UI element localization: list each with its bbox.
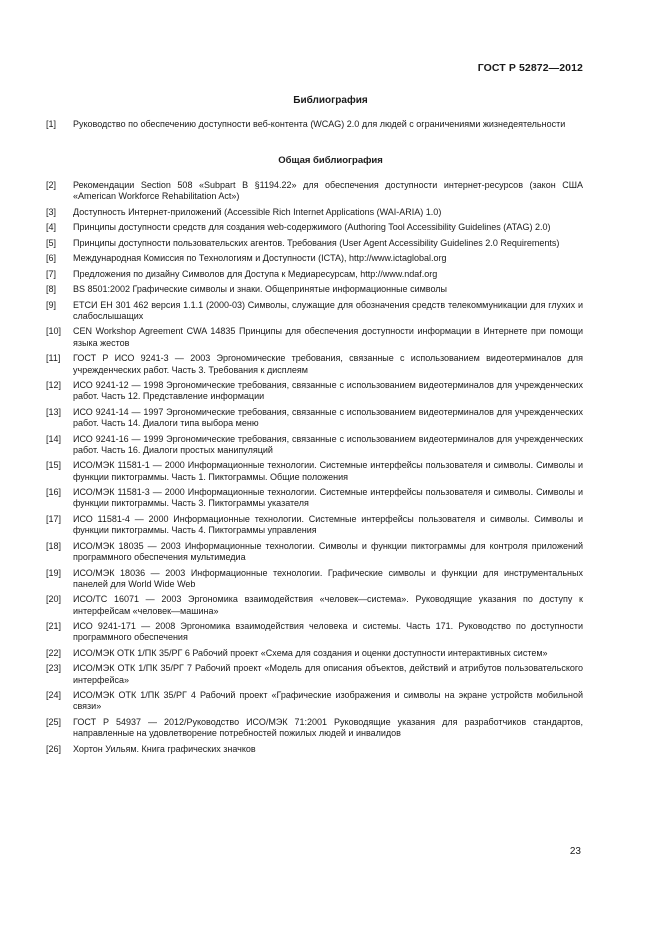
first-reference-block: [46, 119, 583, 130]
reference-text: ИСО/МЭК ОТК 1/ПК 35/РГ 6 Рабочий проект «Схема для создания и оценки доступности интерактивных систем»: [73, 647, 548, 658]
reference-item: [46, 238, 583, 249]
reference-text: Доступность Интернет-приложений (Accessible Rich Internet Applications (WAI-ARIA) 1.0): [73, 206, 442, 217]
reference-number: [25]: [46, 716, 62, 727]
reference-number: [21]: [46, 621, 62, 632]
reference-text: ЕТСИ ЕН 301 462 версия 1.1.1 (2000-03) Символы, служащие для обозначения средств телекоммуникации для глухих и слабослышащих: [73, 299, 583, 321]
page-number: 23: [569, 846, 581, 857]
reference-item: [46, 690, 583, 713]
reference-text: ИСО 9241-14 — 1997 Эргономические требования, связанные с использованием видеотерминалов для учрежденческих работ. Часть 14. Диалоги типа выбора меню: [73, 406, 583, 429]
general-reference-list: [46, 180, 583, 759]
reference-number: [17]: [46, 513, 62, 524]
reference-item: [46, 353, 583, 376]
reference-item: [46, 717, 583, 740]
reference-text: ИСО/МЭК 11581-1 — 2000 Информационные технологии. Системные интерфейсы пользователя и символы. Символы и функции пиктограммы. Часть 1. Пиктограммы. Общие положения: [73, 460, 583, 482]
reference-item: [46, 180, 583, 203]
reference-number: [3]: [46, 206, 57, 217]
reference-item: [46, 434, 583, 457]
reference-number: [15]: [46, 460, 62, 471]
reference-number: [13]: [46, 406, 62, 417]
reference-item: [46, 207, 583, 218]
reference-number: [9]: [46, 299, 57, 310]
general-bibliography-title: Общая библиография: [278, 155, 383, 166]
reference-number: [11]: [46, 353, 61, 364]
reference-item: [46, 407, 583, 430]
reference-number: [18]: [46, 540, 62, 551]
reference-item: [46, 663, 583, 686]
reference-item: [46, 514, 583, 537]
reference-number: [20]: [46, 594, 62, 605]
reference-text: Принципы доступности пользовательских агентов. Требования (User Agent Accessibility Guidelines 2.0 Requirements): [73, 237, 560, 248]
reference-item: [46, 594, 583, 617]
reference-text: BS 8501:2002 Графические символы и знаки. Общепринятые информационные символы: [73, 284, 447, 295]
reference-text: ИСО/МЭК ОТК 1/ПК 35/РГ 7 Рабочий проект «Модель для описания объектов, действий и атрибутов пользовательского интерфейса»: [73, 663, 583, 685]
reference-number: [19]: [46, 567, 62, 578]
reference-number: [23]: [46, 663, 62, 674]
reference-number: [7]: [46, 268, 57, 279]
reference-number: [10]: [46, 326, 62, 337]
reference-text: ИСО 9241-12 — 1998 Эргономические требования, связанные с использованием видеотерминалов для учрежденческих работ. Часть 12. Представление информации: [73, 380, 583, 402]
reference-item: [46, 621, 583, 644]
reference-text: ИСО/ТС 16071 — 2003 Эргономика взаимодействия «человек—система». Руководящие указания по доступу к интерфейсам «человек—машина»: [73, 594, 583, 616]
reference-item: [46, 269, 583, 280]
reference-number: [12]: [46, 380, 62, 391]
reference-number: [22]: [46, 647, 62, 658]
reference-item: [46, 744, 583, 755]
reference-text: CEN Workshop Agreement CWA 14835 Принципы для обеспечения доступности информации в Интернете при помощи языка жестов: [73, 326, 583, 348]
reference-item: [46, 119, 583, 130]
standard-code: ГОСТ Р 52872—2012: [477, 62, 583, 74]
reference-number: [26]: [46, 743, 62, 754]
reference-text: ИСО 9241-171 — 2008 Эргономика взаимодействия человека и системы. Часть 171. Руководство по доступности программного обеспечения: [73, 621, 583, 643]
reference-item: [46, 487, 583, 510]
bibliography-title: Библиография: [293, 95, 368, 106]
reference-text: ИСО 9241-16 — 1999 Эргономические требования, связанные с использованием видеотерминалов для учрежденческих работ. Часть 16. Диалоги простых манипуляций: [73, 433, 583, 455]
reference-text: Руководство по обеспечению доступности веб-контента (WCAG) 2.0 для людей с ограничениями жизнедеятельности: [73, 119, 566, 129]
reference-text: Хортон Уильям. Книга графических значков: [73, 743, 256, 754]
reference-number: [16]: [46, 487, 62, 498]
reference-item: [46, 541, 583, 564]
reference-item: [46, 253, 583, 264]
reference-number: [6]: [46, 253, 57, 264]
reference-text: ГОСТ Р 54937 — 2012/Руководство ИСО/МЭК 71:2001 Руководящие указания для разработчиков стандартов, направленные на удовлетворение потребностей пожилых людей и инвалидов: [73, 716, 583, 739]
reference-text: ИСО/МЭК ОТК 1/ПК 35/РГ 4 Рабочий проект «Графические изображения и символы на экране устройств мобильной связи»: [73, 690, 583, 712]
reference-number: [24]: [46, 690, 62, 701]
reference-number: [8]: [46, 284, 57, 295]
reference-text: ИСО/МЭК 11581-3 — 2000 Информационные технологии. Системные интерфейсы пользователя и символы. Символы и функции пиктограммы. Часть 3. Пиктограммы указателя: [73, 487, 583, 509]
reference-text: Принципы доступности средств для создания web-содержимого (Authoring Tool Accessibility Guidelines (ATAG) 2.0): [73, 222, 551, 233]
reference-number: [14]: [46, 433, 62, 444]
reference-item: [46, 284, 583, 295]
reference-text: Международная Комиссия по Технологиям и Доступности (ICTA), http://www.ictaglobal.org: [73, 253, 447, 264]
reference-text: ИСО/МЭК 18035 — 2003 Информационные технологии. Символы и функции пиктограммы для контроля приложений программного обеспечения мультимедиа: [73, 540, 583, 563]
reference-item: [46, 568, 583, 591]
reference-text: Рекомендации Section 508 «Subpart B §1194.22» для обеспечения доступности интернет-ресурсов (закон США «American Workforce Rehabilitation Act»): [73, 180, 583, 202]
reference-number: [2]: [46, 180, 57, 190]
reference-number: [5]: [46, 237, 57, 248]
reference-item: [46, 300, 583, 323]
reference-text: ИСО 11581-4 — 2000 Информационные технологии. Системные интерфейсы пользователя и символы. Символы и функции пиктограммы. Часть 4. Пиктограммы управления: [73, 513, 583, 536]
reference-item: [46, 326, 583, 349]
reference-number: [1]: [46, 119, 57, 129]
reference-number: [4]: [46, 222, 57, 233]
reference-text: ИСО/МЭК 18036 — 2003 Информационные технологии. Графические символы и функции для инструментальных панелей для World Wide Web: [73, 567, 583, 589]
reference-item: [46, 380, 583, 403]
reference-item: [46, 460, 583, 483]
reference-item: [46, 648, 583, 659]
reference-text: ГОСТ Р ИСО 9241-3 — 2003 Эргономические требования, связанные с использованием видеотерминалов для учрежденческих работ. Часть 3. Требования к дисплеям: [73, 353, 583, 375]
reference-item: [46, 222, 583, 233]
reference-text: Предложения по дизайну Символов для Доступа к Медиаресурсам, http://www.ndaf.org: [73, 268, 438, 279]
